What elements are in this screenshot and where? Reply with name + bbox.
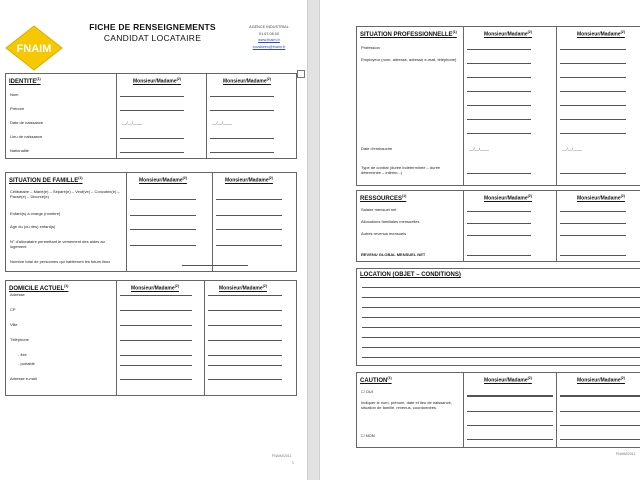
- document-title: FICHE DE RENSEIGNEMENTS: [89, 22, 216, 32]
- logo-text: FNAIM: [16, 43, 52, 55]
- field-label: Age du (ou des) enfant(s): [10, 224, 56, 229]
- field-label: Nom: [10, 92, 19, 97]
- page-number: 1: [292, 461, 294, 465]
- input-line[interactable]: [560, 91, 626, 92]
- column-header: Monsieur/Madame$^{(2)}$: [133, 77, 181, 85]
- input-line[interactable]: [467, 133, 531, 134]
- page-gutter: [307, 0, 320, 480]
- input-line[interactable]: [120, 340, 192, 341]
- field-label: - portable: [18, 361, 35, 366]
- document-subtitle: CANDIDAT LOCATAIRE: [103, 33, 202, 43]
- field-label: Adresse e-mail: [10, 376, 37, 381]
- checkbox-non[interactable]: ☐ NON: [361, 433, 375, 438]
- column-header: Monsieur/Madame$^{(2)}$: [484, 194, 532, 202]
- date-field[interactable]: __/__/____: [562, 146, 583, 151]
- section-location: [356, 268, 640, 366]
- input-line[interactable]: [208, 355, 282, 356]
- column-header: Monsieur/Madame$^{(2)}$: [131, 284, 179, 292]
- input-line[interactable]: [362, 327, 640, 328]
- input-line[interactable]: [210, 96, 274, 97]
- agency-website[interactable]: www.fnaim.fr: [258, 38, 280, 42]
- fnaim-logo: [5, 25, 63, 71]
- input-line[interactable]: [560, 105, 626, 106]
- input-line[interactable]: [560, 77, 626, 78]
- section-identite: [5, 73, 297, 159]
- section-title: LOCATION (OBJET – CONDITIONS): [360, 272, 461, 278]
- input-line[interactable]: [362, 307, 640, 308]
- input-line[interactable]: [210, 138, 274, 139]
- section-title: DOMICILE ACTUEL$^{(1)}$: [9, 284, 69, 292]
- column-divider: [126, 173, 127, 271]
- footer-ref: FNAIM/2011: [272, 454, 292, 458]
- section-ressources: [356, 190, 640, 262]
- field-label: Date de naissance: [10, 120, 44, 125]
- column-header: Monsieur/Madame$^{(2)}$: [577, 194, 625, 202]
- input-line[interactable]: [120, 110, 184, 111]
- field-label: - fixe: [18, 352, 27, 357]
- input-line[interactable]: [467, 235, 531, 236]
- column-divider: [206, 74, 207, 158]
- input-line[interactable]: [130, 215, 196, 216]
- section-situation-famille: [5, 172, 297, 272]
- agency-phone: 01.67.08.00: [258, 31, 280, 36]
- input-line[interactable]: [130, 229, 196, 230]
- column-divider: [212, 173, 213, 271]
- field-label: Profession: [361, 45, 380, 50]
- column-divider: [116, 281, 117, 395]
- input-line[interactable]: [120, 325, 192, 326]
- input-line[interactable]: [208, 325, 282, 326]
- column-header: Monsieur/Madame$^{(2)}$: [484, 30, 532, 38]
- input-line[interactable]: [182, 265, 248, 266]
- section-title: CAUTION$^{(1)}$: [360, 376, 392, 384]
- input-line[interactable]: [216, 245, 282, 246]
- column-header: Monsieur/Madame$^{(2)}$: [577, 30, 625, 38]
- field-label: N° d'allocataire permettant le versement des aides au logement: [10, 239, 105, 249]
- field-label: Type de contrat (durée indéterminée – durée déterminée – intérim...): [361, 165, 441, 175]
- input-line[interactable]: [467, 77, 531, 78]
- field-label: REVENU GLOBAL MENSUEL NET: [361, 252, 426, 257]
- column-header: Monsieur/Madame$^{(2)}$: [219, 284, 267, 292]
- field-label: Salaire mensuel net: [361, 207, 397, 212]
- input-line[interactable]: [208, 365, 282, 366]
- input-line[interactable]: [208, 379, 282, 380]
- input-line[interactable]: [208, 295, 282, 296]
- input-line[interactable]: [362, 317, 640, 318]
- input-line[interactable]: [208, 310, 282, 311]
- column-header: Monsieur/Madame$^{(2)}$: [139, 176, 187, 184]
- column-header: Monsieur/Madame$^{(2)}$: [577, 376, 625, 384]
- input-line[interactable]: [130, 245, 196, 246]
- caution-instructions: Indiquer le nom, prénom, date et lieu de naissance, situation de famille, revenus, coordonnées.: [361, 400, 452, 410]
- field-label: Allocations familiales mensuelles: [361, 219, 420, 224]
- agency-name: AGENCE INDUSTRIAL: [249, 25, 289, 29]
- field-label: Nationalité: [10, 148, 29, 153]
- column-divider: [116, 74, 117, 158]
- input-line[interactable]: [362, 347, 640, 348]
- input-line[interactable]: [120, 295, 192, 296]
- column-divider: [556, 191, 557, 261]
- input-line[interactable]: [560, 235, 626, 236]
- section-title: SITUATION PROFESSIONNELLE$^{(1)}$: [360, 30, 457, 38]
- input-line[interactable]: [362, 287, 640, 288]
- input-line[interactable]: [362, 337, 640, 338]
- column-divider: [463, 191, 464, 261]
- column-divider: [463, 373, 464, 447]
- input-line[interactable]: [208, 340, 282, 341]
- field-label: Autres revenus mensuels: [361, 231, 407, 236]
- section-caution: [356, 372, 640, 448]
- section-title: RESSOURCES$^{(1)}$: [360, 194, 407, 202]
- input-line[interactable]: [467, 91, 531, 92]
- field-label: Date d'embauche: [361, 146, 393, 151]
- checkbox-icon: [297, 70, 305, 78]
- field-label: Employeur (nom, adresse, adresse e-mail, téléphone): [361, 57, 457, 62]
- input-line[interactable]: [467, 119, 531, 120]
- field-label: Adresse: [10, 292, 25, 297]
- input-line[interactable]: [467, 211, 531, 212]
- input-line[interactable]: [560, 211, 626, 212]
- field-label: Célibataire – Marié(e) – Séparé(e) – Veuf(ve) – Concubin(e) – Pacsé(e) – Divorcé(e): [10, 189, 120, 199]
- input-line[interactable]: [560, 439, 640, 440]
- footer-ref: FNAIM/2011: [616, 452, 636, 456]
- field-label: Enfant(s) à charge (nombre): [10, 211, 61, 216]
- input-line[interactable]: [467, 223, 531, 224]
- input-line[interactable]: [120, 96, 184, 97]
- input-line[interactable]: [560, 425, 640, 426]
- input-line[interactable]: [210, 152, 274, 153]
- input-line[interactable]: [120, 152, 184, 153]
- section-title: IDENTITE$^{(1)}$: [9, 77, 41, 85]
- input-line[interactable]: [467, 63, 531, 64]
- input-line[interactable]: [560, 119, 626, 120]
- input-line[interactable]: [120, 138, 184, 139]
- input-line[interactable]: [120, 310, 192, 311]
- column-divider: [556, 373, 557, 447]
- input-line[interactable]: [467, 395, 553, 397]
- column-divider: [204, 281, 205, 395]
- input-line[interactable]: [120, 379, 192, 380]
- input-line[interactable]: [216, 199, 282, 200]
- input-line[interactable]: [560, 173, 626, 174]
- column-header: Monsieur/Madame$^{(2)}$: [484, 376, 532, 384]
- section-situation-professionnelle: [356, 26, 640, 186]
- page-1: [0, 0, 307, 480]
- agency-contact: [240, 24, 298, 50]
- input-line[interactable]: [467, 255, 531, 256]
- input-line[interactable]: [560, 411, 640, 412]
- input-line[interactable]: [467, 425, 553, 426]
- input-line[interactable]: [362, 357, 640, 358]
- column-divider: [556, 27, 557, 185]
- field-label: Téléphone: [10, 337, 29, 342]
- checkbox-oui[interactable]: ☐ OUI: [361, 389, 373, 394]
- input-line[interactable]: [216, 229, 282, 230]
- section-domicile-actuel: [5, 280, 297, 396]
- input-line[interactable]: [467, 49, 531, 50]
- input-line[interactable]: [120, 365, 192, 366]
- column-divider: [463, 27, 464, 185]
- input-line[interactable]: [560, 395, 640, 397]
- input-line[interactable]: [130, 199, 196, 200]
- field-label: CP: [10, 307, 16, 312]
- input-line[interactable]: [467, 411, 553, 412]
- input-line[interactable]: [216, 215, 282, 216]
- input-line[interactable]: [467, 173, 531, 174]
- input-line[interactable]: [560, 133, 626, 134]
- input-line[interactable]: [467, 105, 531, 106]
- input-line[interactable]: [210, 110, 274, 111]
- column-header: Monsieur/Madame$^{(2)}$: [225, 176, 273, 184]
- input-line[interactable]: [362, 297, 640, 298]
- column-header: Monsieur/Madame$^{(2)}$: [223, 77, 271, 85]
- field-label: Ville: [10, 322, 18, 327]
- date-field[interactable]: __/__/____: [212, 120, 233, 125]
- input-line[interactable]: [467, 439, 553, 440]
- input-line[interactable]: [560, 49, 626, 50]
- date-field[interactable]: __/__/____: [122, 120, 143, 125]
- input-line[interactable]: [560, 255, 626, 256]
- input-line[interactable]: [120, 355, 192, 356]
- field-label: Prénom: [10, 106, 25, 111]
- input-line[interactable]: [560, 223, 626, 224]
- input-line[interactable]: [560, 63, 626, 64]
- field-label: Nombre total de personnes qui habiteront les futurs lieux: [10, 259, 111, 264]
- section-title: SITUATION DE FAMILLE$^{(1)}$: [9, 176, 83, 184]
- date-field[interactable]: __/__/____: [469, 146, 490, 151]
- page-2: [320, 0, 640, 480]
- field-label: Lieu de naissance: [10, 134, 43, 139]
- agency-email[interactable]: locataires@fnaim.fr: [252, 44, 286, 49]
